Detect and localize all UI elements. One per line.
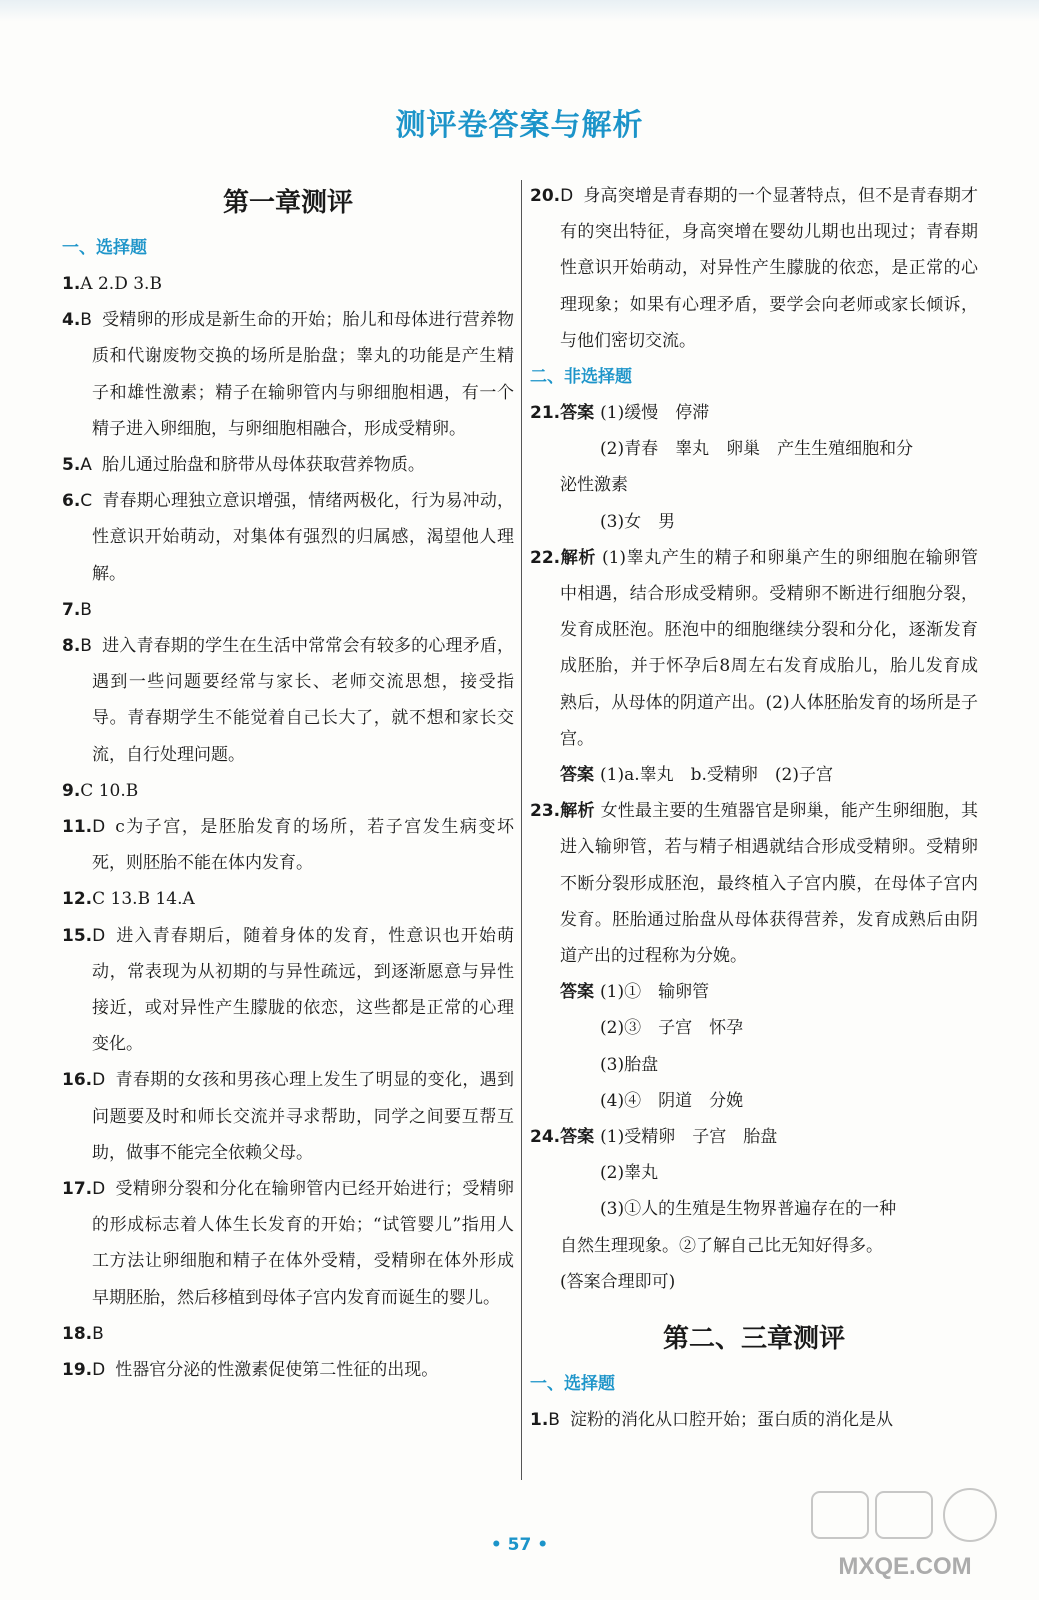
answer-item: 12.C 13.B 14.A [62,889,195,910]
answer-subline: 答案 (1)① 输卵管 [560,982,710,1003]
answer-item: 15.D 进入青春期后，随着身体的发育，性意识也开始萌动，常表现为从初期的与异性疏远，到逐渐愿意与异性接近，或对异性产生朦胧的依恋，这些都是正常的心理变化。 [62,925,514,1055]
answer-item: 5.A 胎儿通过胎盘和脐带从母体获取营养物质。 [62,455,425,476]
right-column [530,178,978,1438]
section-heading: 二、非选择题 [530,367,632,388]
watermark-glyph-box [812,1492,868,1538]
answer-item: 8.B 进入青春期的学生在生活中常常会有较多的心理矛盾，遇到一些问题要经常与家长、老师交流思想，接受指导。青春期学生不能觉着自己长大了，就不想和家长交流，自行处理问题。 [62,636,514,765]
answer-item: 17.D 受精卵分裂和分化在输卵管内已经开始进行；受精卵的形成标志着人体生长发育的开始；“试管婴儿”指用人工方法让卵细胞和精子在体外受精，受精卵在体外形成早期胚胎，然后移植到母体子宫内发育而诞生的婴儿。 [62,1179,514,1308]
answer-item: 6.C 青春期心理独立意识增强，情绪两极化，行为易冲动，性意识开始萌动，对集体有强烈的归属感，渴望他人理解。 [62,491,514,584]
answer-item: 9.C 10.B [62,780,139,801]
answer-subline: 泌性激素 [560,475,628,496]
page-number: • 57 • [490,1535,549,1555]
watermark-circle [944,1489,996,1541]
watermark-url: MXQE.COM [838,1553,972,1580]
answer-item: 19.D 性器官分泌的性激素促使第二性征的出现。 [62,1360,439,1381]
answer-item: 22.解析 (1)睾丸产生的精子和卵巢产生的卵细胞在输卵管中相遇，结合形成受精卵。受精卵不断进行细胞分裂，发育成胚泡。胚泡中的细胞继续分裂和分化，逐渐发育成胚胎，并于怀孕后8周左右发育成胎儿，胎儿发育成熟后，从母体的阴道产出。(2)人体胚胎发育的场所是子宫。 [530,547,979,749]
answer-subline: (3)女 男 [600,511,676,532]
left-column [62,178,514,1388]
answer-subline: 答案 (1)a.睾丸 b.受精卵 (2)子宫 [560,765,833,786]
page-title: 测评卷答案与解析 [395,108,644,143]
answer-subline: (3)①人的生殖是生物界普遍存在的一种 [600,1199,897,1220]
answer-subline: 自然生理现象。②了解自己比无知好得多。 [560,1235,883,1256]
watermark-glyph-box [876,1492,932,1538]
answer-item: 7.B [62,599,92,620]
answer-item: 18.B [62,1323,104,1344]
section-heading: 一、选择题 [62,238,147,258]
answer-item: 1.A 2.D 3.B [62,274,162,294]
answer-item: 4.B 受精卵的形成是新生命的开始；胎儿和母体进行营养物质和代谢废物交换的场所是胎盘；睾丸的功能是产生精子和雄性激素；精子在输卵管内与卵细胞相遇，有一个精子进入卵细胞，与卵细胞相融合，形成受精卵。 [62,310,514,439]
answer-subline: (2)青春 睾丸 卵巢 产生生殖细胞和分 [600,439,914,460]
answer-item: 24.答案 (1)受精卵 子宫 胎盘 [530,1127,778,1148]
chapter-title: 第一章测评 [222,188,353,218]
answer-subline: (2)③ 子宫 怀孕 [600,1018,744,1039]
answer-subline: (3)胎盘 [600,1054,659,1075]
answer-item: 11.D c为子宫，是胚胎发育的场所，若子宫发生病变坏死，则胚胎不能在体内发育。 [62,817,514,874]
answer-subline: (4)④ 阴道 分娩 [600,1090,744,1111]
chapter-title: 第二、三章测评 [662,1324,845,1355]
answer-subline: (2)睾丸 [600,1163,659,1184]
answer-item: 23.解析 女性最主要的生殖器官是卵巢，能产生卵细胞，其进入输卵管，若与精子相遇就结合形成受精卵。受精卵不断分裂形成胚泡，最终植入子宫内膜，在母体子宫内发育。胚胎通过胎盘从母体获得营养，发育成熟后由阴道产出的过程称为分娩。 [530,801,978,967]
section-heading: 一、选择题 [530,1374,615,1395]
answer-item: 21.答案 (1)缓慢 停滞 [530,403,710,424]
answer-item: 20.D 身高突增是青春期的一个显著特点，但不是青春期才有的突出特征，身高突增在婴幼儿期也出现过；青春期性意识开始萌动，对异性产生朦胧的依恋，是正常的心理现象；如果有心理矛盾，要学会向老师或家长倾诉，与他们密切交流。 [530,186,978,351]
scan-top-band [0,0,1039,22]
watermark-logo [800,1480,1010,1590]
column-divider [521,180,522,1480]
answer-subline: (答案合理即可) [560,1271,676,1292]
answer-item: 16.D 青春期的女孩和男孩心理上发生了明显的变化，遇到问题要及时和师长交流并寻求帮助，同学之间要互帮互助，做事不能完全依赖父母。 [62,1070,514,1163]
answer-item: 1.B 淀粉的消化从口腔开始；蛋白质的消化是从 [530,1410,893,1431]
